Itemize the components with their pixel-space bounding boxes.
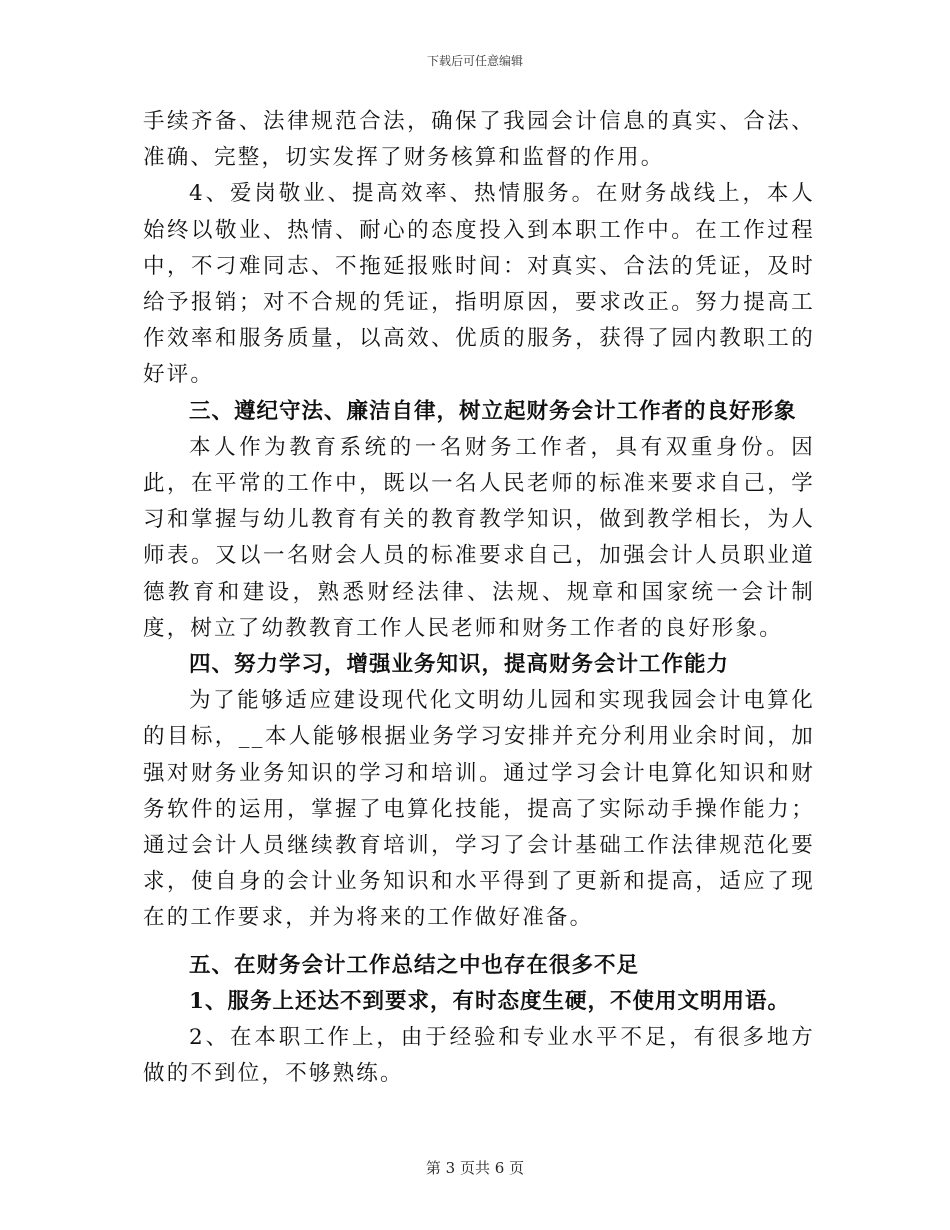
document-body — [143, 104, 815, 1092]
paragraph-section-4: 为了能够适应建设现代化文明幼儿园和实现我园会计电算化的目标，__本人能够根据业务学习安排并充分利用业余时间，加强对财务业务知识的学习和培训。通过学习会计电算化知识和财务软件的运用，掌握了电算化技能，提高了实际动手操作能力；通过会计人员继续教育培训，学习了会计基础工作法律规范化要求，使自身的会计业务知识和水平得到了更新和提高，适应了现在的工作要求，并为将来的工作做好准备。 — [143, 688, 815, 931]
page-number: 第 3 页共 6 页 — [425, 1159, 525, 1177]
subheading-5-1: 1、服务上还达不到要求，有时态度生硬，不使用文明用语。 — [189, 988, 790, 1014]
paragraph-item-5-2: 2、在本职工作上，由于经验和专业水平不足，有很多地方做的不到位，不够熟练。 — [143, 1025, 815, 1087]
section-heading-4: 四、努力学习，增强业务知识，提高财务会计工作能力 — [189, 652, 730, 678]
paragraph-item-4: 4、爱岗敬业、提高效率、热情服务。在财务战线上，本人始终以敬业、热情、耐心的态度投入到本职工作中。在工作过程中，不刁难同志、不拖延报账时间：对真实、合法的凭证，及时给予报销；对不合规的凭证，指明原因，要求改正。努力提高工作效率和服务质量，以高效、优质的服务，获得了园内教职工的好评。 — [143, 181, 815, 388]
paragraph-section-3: 本人作为教育系统的一名财务工作者，具有双重身份。因此，在平常的工作中，既以一名人民老师的标准来要求自己，学习和掌握与幼儿教育有关的教育教学知识，做到教学相长，为人师表。又以一名财会人员的标准要求自己，加强会计人员职业道德教育和建设，熟悉财经法律、法规、规章和国家统一会计制度，树立了幼教教育工作人民老师和财务工作者的良好形象。 — [143, 434, 815, 641]
paragraph-continuation: 手续齐备、法律规范合法，确保了我园会计信息的真实、合法、准确、完整，切实发挥了财务核算和监督的作用。 — [143, 109, 815, 171]
section-heading-5: 五、在财务会计工作总结之中也存在很多不足 — [189, 952, 640, 978]
page-header: 下载后可任意编辑 — [426, 54, 523, 68]
section-heading-3: 三、遵纪守法、廉洁自律，树立起财务会计工作者的良好形象 — [189, 398, 797, 424]
